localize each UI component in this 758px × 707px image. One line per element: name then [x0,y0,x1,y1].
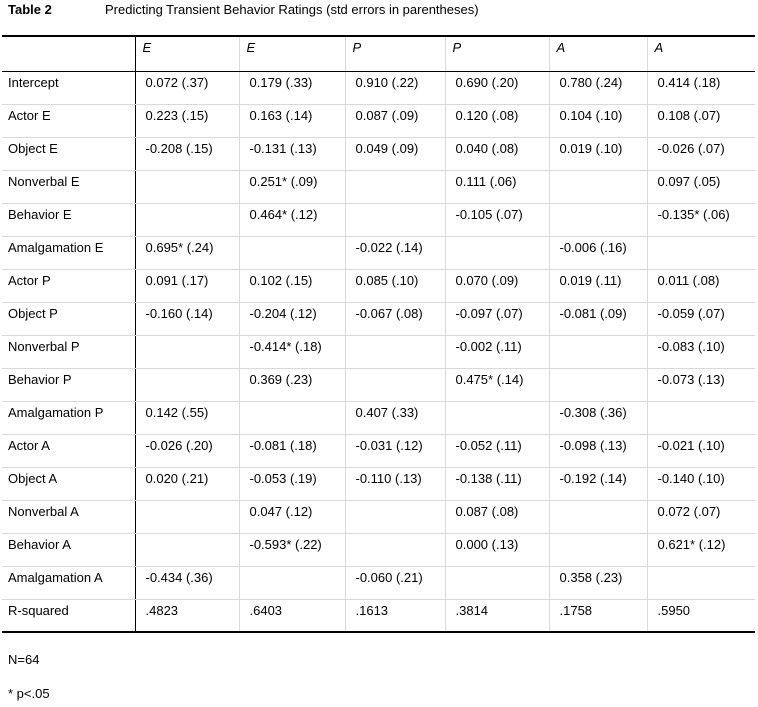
significance-note: * p<.05 [8,686,50,701]
table-cell: 0.780 (.24) [549,71,647,104]
regression-table [2,35,755,633]
table-cell: -0.059 (.07) [647,302,755,335]
table-row [2,137,755,170]
table-cell: .1613 [345,599,445,632]
table-cell [135,170,239,203]
table-cell: 0.407 (.33) [345,401,445,434]
table-cell [135,368,239,401]
table-cell: -0.081 (.09) [549,302,647,335]
table-cell: -0.022 (.14) [345,236,445,269]
row-label: R-squared [2,599,135,632]
table-cell: .1758 [549,599,647,632]
table-cell: .4823 [135,599,239,632]
row-label: Actor A [2,434,135,467]
table-cell: 0.120 (.08) [445,104,549,137]
table-cell: 0.072 (.37) [135,71,239,104]
table-cell [549,533,647,566]
table-cell: -0.081 (.18) [239,434,345,467]
table-cell: 0.019 (.11) [549,269,647,302]
table-cell: -0.593* (.22) [239,533,345,566]
table-row [2,203,755,236]
table-cell [647,401,755,434]
row-label: Object P [2,302,135,335]
table-row [2,236,755,269]
table-cell: 0.011 (.08) [647,269,755,302]
table-cell: 0.019 (.10) [549,137,647,170]
table-cell [549,368,647,401]
table-cell: 0.695* (.24) [135,236,239,269]
table-cell [135,533,239,566]
table-cell: 0.085 (.10) [345,269,445,302]
row-label: Actor P [2,269,135,302]
table-cell: -0.031 (.12) [345,434,445,467]
header-cell-model-6: A [647,36,755,71]
row-label: Amalgamation E [2,236,135,269]
table-cell [345,335,445,368]
table-cell: -0.053 (.19) [239,467,345,500]
table-cell: -0.434 (.36) [135,566,239,599]
table-cell: 0.087 (.08) [445,500,549,533]
row-label: Intercept [2,71,135,104]
table-row [2,467,755,500]
table-cell: -0.006 (.16) [549,236,647,269]
table-cell: -0.083 (.10) [647,335,755,368]
table-cell: 0.072 (.07) [647,500,755,533]
table-cell: -0.002 (.11) [445,335,549,368]
table-cell [647,566,755,599]
table-cell [445,566,549,599]
table-cell: 0.097 (.05) [647,170,755,203]
table-cell: -0.192 (.14) [549,467,647,500]
table-cell: 0.111 (.06) [445,170,549,203]
table-cell: 0.108 (.07) [647,104,755,137]
table-cell: 0.091 (.17) [135,269,239,302]
table-cell: 0.621* (.12) [647,533,755,566]
header-row [2,36,755,71]
table-cell: 0.223 (.15) [135,104,239,137]
table-cell: -0.414* (.18) [239,335,345,368]
table-cell: .5950 [647,599,755,632]
row-label: Object A [2,467,135,500]
table-cell: 0.358 (.23) [549,566,647,599]
table-row [2,599,755,632]
row-label: Behavior E [2,203,135,236]
table-cell [135,203,239,236]
table-cell: 0.369 (.23) [239,368,345,401]
table-row [2,401,755,434]
table-cell: .6403 [239,599,345,632]
table-cell: 0.179 (.33) [239,71,345,104]
table-row [2,434,755,467]
table-row [2,566,755,599]
table-caption [8,2,479,22]
sample-size-note: N=64 [8,652,40,667]
table-cell [345,203,445,236]
table-cell: -0.105 (.07) [445,203,549,236]
table-cell: 0.102 (.15) [239,269,345,302]
table-row [2,170,755,203]
table-cell: .3814 [445,599,549,632]
table-cell: -0.098 (.13) [549,434,647,467]
row-label: Actor E [2,104,135,137]
table-cell: -0.052 (.11) [445,434,549,467]
table-cell [239,566,345,599]
table-cell: -0.208 (.15) [135,137,239,170]
header-cell-model-1: E [135,36,239,71]
table-cell: 0.049 (.09) [345,137,445,170]
table-cell: 0.475* (.14) [445,368,549,401]
table-title: Predicting Transient Behavior Ratings (std errors in parentheses) [105,2,479,17]
row-label: Behavior A [2,533,135,566]
table-cell [345,500,445,533]
table-cell [445,236,549,269]
row-label: Behavior P [2,368,135,401]
table-cell [549,170,647,203]
table-cell [345,170,445,203]
table-cell [549,335,647,368]
table-cell: 0.142 (.55) [135,401,239,434]
table-cell [445,401,549,434]
table-cell: -0.131 (.13) [239,137,345,170]
row-label: Object E [2,137,135,170]
row-label: Nonverbal E [2,170,135,203]
header-cell-model-3: P [345,36,445,71]
table-cell: -0.110 (.13) [345,467,445,500]
table-cell [647,236,755,269]
row-label: Amalgamation A [2,566,135,599]
table-row [2,368,755,401]
table-cell: -0.097 (.07) [445,302,549,335]
table-cell: 0.910 (.22) [345,71,445,104]
table-cell: -0.138 (.11) [445,467,549,500]
table-cell: 0.251* (.09) [239,170,345,203]
table-cell [549,203,647,236]
table-cell: 0.104 (.10) [549,104,647,137]
table-row [2,104,755,137]
table-cell: -0.026 (.07) [647,137,755,170]
row-label: Nonverbal P [2,335,135,368]
table-cell: -0.060 (.21) [345,566,445,599]
header-cell-model-2: E [239,36,345,71]
header-cell-model-4: P [445,36,549,71]
table-cell: -0.204 (.12) [239,302,345,335]
table-cell [549,500,647,533]
table-body [2,71,755,632]
table-row [2,500,755,533]
table-cell [135,500,239,533]
row-label: Amalgamation P [2,401,135,434]
table-cell: 0.070 (.09) [445,269,549,302]
table-cell: -0.021 (.10) [647,434,755,467]
table-cell: 0.690 (.20) [445,71,549,104]
table-cell [345,368,445,401]
table-cell: 0.000 (.13) [445,533,549,566]
row-label: Nonverbal A [2,500,135,533]
table-cell: 0.087 (.09) [345,104,445,137]
table-number: Table 2 [8,2,52,17]
table-cell: -0.026 (.20) [135,434,239,467]
table-cell: 0.047 (.12) [239,500,345,533]
table-row [2,302,755,335]
table-row [2,269,755,302]
table-cell: -0.160 (.14) [135,302,239,335]
table-row [2,71,755,104]
table-cell: -0.140 (.10) [647,467,755,500]
table-cell: 0.020 (.21) [135,467,239,500]
table-cell: -0.135* (.06) [647,203,755,236]
table-cell [239,401,345,434]
header-cell-model-5: A [549,36,647,71]
table-cell: 0.464* (.12) [239,203,345,236]
table-cell: 0.414 (.18) [647,71,755,104]
table-cell: -0.308 (.36) [549,401,647,434]
table-cell: -0.073 (.13) [647,368,755,401]
header-cell-stub [2,36,135,71]
table-cell [345,533,445,566]
table-row [2,335,755,368]
table-cell: 0.163 (.14) [239,104,345,137]
table-row [2,533,755,566]
table-cell: 0.040 (.08) [445,137,549,170]
table-cell [239,236,345,269]
table-cell: -0.067 (.08) [345,302,445,335]
table-cell [135,335,239,368]
